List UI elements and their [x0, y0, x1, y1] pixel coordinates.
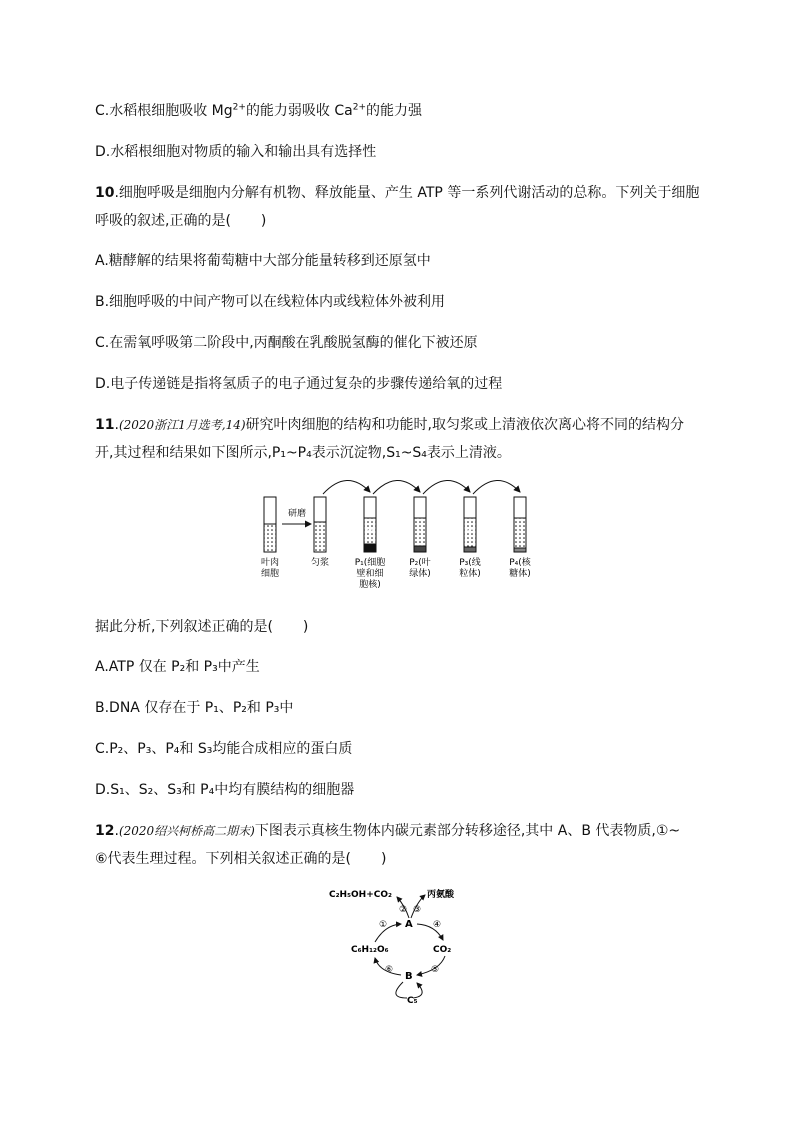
transfer-arrow	[473, 480, 520, 494]
q10-stem-line1: 10.细胞呼吸是细胞内分解有机物、释放能量、产生 ATP 等一系列代谢活动的总称。下列关于细胞	[95, 185, 700, 201]
q11-question: 据此分析,下列叙述正确的是( )	[95, 619, 309, 635]
transfer-arrow	[423, 480, 470, 494]
step-2: ②	[399, 905, 408, 915]
centrifuge-figure	[250, 472, 550, 602]
q11-option-d: D.S₁、S₂、S₃和 P₄中均有膜结构的细胞器	[95, 782, 355, 798]
q12-stem-line2: ⑥代表生理过程。下列相关叙述正确的是( )	[95, 851, 387, 867]
grind-label: 研磨	[287, 509, 307, 519]
q10-stem-line2: 呼吸的叙述,正确的是( )	[95, 213, 267, 229]
caption-leaf-cells: 叶肉细胞	[260, 558, 280, 579]
step-3: ③	[413, 905, 422, 915]
carbon-pathway-figure	[325, 880, 475, 1005]
q11-option-a: A.ATP 仅在 P₂和 P₃中产生	[95, 659, 260, 675]
q10-option-a: A.糖酵解的结果将葡萄糖中大部分能量转移到还原氢中	[95, 253, 431, 269]
tube-p3	[464, 497, 476, 552]
tube-p4	[514, 497, 526, 552]
tube-homogenate	[314, 497, 326, 552]
s1-label: S₁	[366, 527, 374, 535]
q11-stem-line1: 11.(2020浙江1月选考,14)研究叶肉细胞的结构和功能时,取匀浆或上清液依次离心将不同的结构分	[95, 417, 685, 433]
transfer-arrow	[323, 480, 370, 494]
s4-label: S₄	[516, 527, 524, 535]
transfer-arrow	[373, 480, 420, 494]
q9-option-d: D.水稻根细胞对物质的输入和输出具有选择性	[95, 144, 377, 160]
step-1: ①	[379, 920, 388, 930]
c5-label: C₅	[407, 996, 418, 1005]
q10-option-d: D.电子传递链是指将氢质子的电子通过复杂的步骤传递给氧的过程	[95, 376, 503, 392]
s3-label: S₃	[466, 527, 474, 535]
substance-a: A	[405, 919, 413, 930]
q9-option-c: C.水稻根细胞吸收 $Mg^{2+}$的能力弱吸收 $Ca^{2+}$的能力强	[95, 102, 423, 119]
q11-option-c: C.P₂、P₃、P₄和 S₃均能合成相应的蛋白质	[95, 741, 353, 757]
co2-label: CO₂	[433, 945, 452, 955]
q12-stem-line1: 12.(2020绍兴柯桥高二期末)下图表示真核生物体内碳元素部分转移途径,其中 A、B 代表物质,①~	[95, 823, 681, 839]
ethanol-co2-label: C₂H₅OH+CO₂	[329, 890, 392, 900]
glucose-label: C₆H₁₂O₆	[351, 945, 389, 955]
tube-p2	[414, 497, 426, 552]
caption-p1: P₁(细胞壁和细胞核)	[354, 558, 386, 590]
caption-p4: P₄(核糖体)	[509, 558, 531, 579]
step-6: ⑥	[385, 965, 394, 975]
tube-leaf-cells	[264, 497, 276, 552]
alanine-label: 丙氨酸	[427, 890, 455, 900]
caption-p2: P₂(叶绿体)	[409, 558, 431, 579]
caption-homogenate: 匀浆	[310, 558, 330, 568]
s2-label: S₂	[416, 527, 424, 535]
substance-b: B	[405, 971, 413, 982]
step-5: ⑤	[431, 965, 440, 975]
step-4: ④	[433, 920, 442, 930]
q10-option-c: C.在需氧呼吸第二阶段中,丙酮酸在乳酸脱氢酶的催化下被还原	[95, 335, 478, 351]
q10-option-b: B.细胞呼吸的中间产物可以在线粒体内或线粒体外被利用	[95, 294, 446, 310]
caption-p3: P₃(线粒体)	[459, 558, 481, 579]
q11-option-b: B.DNA 仅存在于 P₁、P₂和 P₃中	[95, 700, 294, 716]
q11-stem-line2: 开,其过程和结果如下图所示,P₁~P₄表示沉淀物,S₁~S₄表示上清液。	[95, 445, 511, 461]
tube-p1	[364, 497, 376, 552]
